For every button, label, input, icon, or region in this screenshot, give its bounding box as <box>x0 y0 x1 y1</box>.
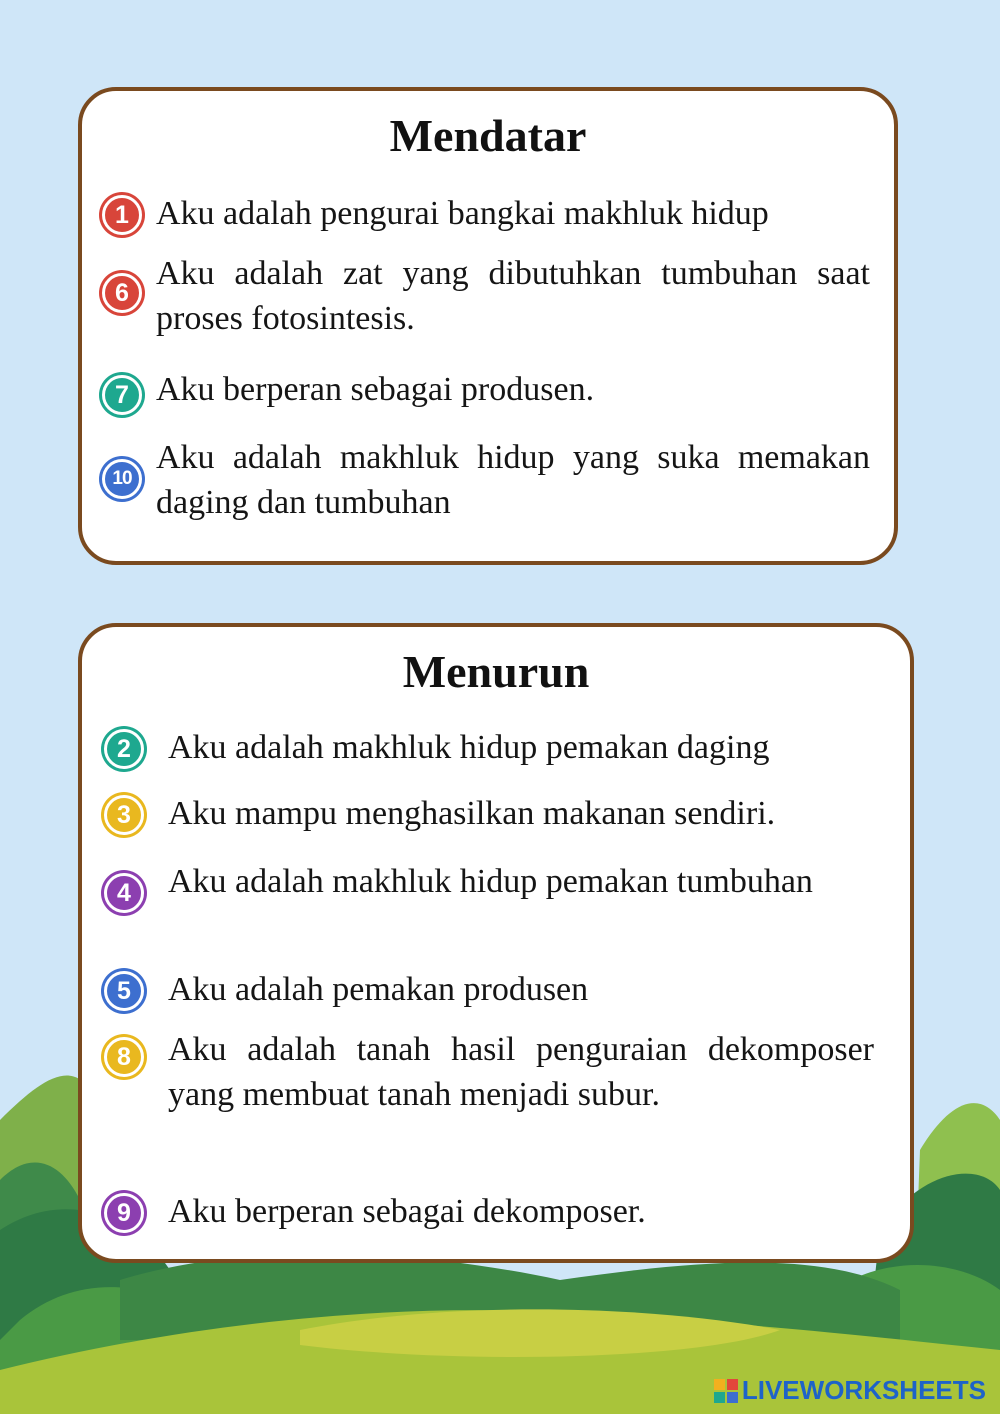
number-badge-icon: 1 <box>102 195 142 235</box>
clue-item <box>104 1027 874 1117</box>
clue-item <box>102 191 884 236</box>
clue-text: Aku adalah zat yang dibutuhkan tumbuhan saat proses fotosintesis. <box>156 255 870 337</box>
number-badge-icon: 2 <box>104 729 144 769</box>
clue-item <box>104 859 882 913</box>
clue-text: Aku berperan sebagai produsen. <box>156 371 595 408</box>
number-badge-icon: 4 <box>104 873 144 913</box>
clue-item <box>104 791 882 836</box>
number-badge-icon: 10 <box>102 459 142 499</box>
clue-text: Aku mampu menghasilkan makanan sendiri. <box>168 795 776 832</box>
number-badge-icon: 6 <box>102 273 142 313</box>
menurun-clue-card <box>78 623 914 1263</box>
liveworksheets-logo-text: LIVEWORKSHEETS <box>741 1375 986 1405</box>
clue-text: Aku adalah pemakan produsen <box>168 971 589 1008</box>
clue-text: Aku adalah makhluk hidup pemakan daging <box>168 729 770 766</box>
mendatar-title: Mendatar <box>389 110 587 161</box>
clue-item <box>104 1189 882 1234</box>
clue-text: Aku adalah makhluk hidup pemakan tumbuhan <box>168 863 813 900</box>
clue-text: Aku adalah makhluk hidup yang suka memakan daging dan tumbuhan <box>156 439 870 521</box>
liveworksheets-logo[interactable] <box>714 1375 986 1406</box>
clue-text: Aku adalah pengurai bangkai makhluk hidup <box>156 195 769 232</box>
clue-item <box>102 435 870 525</box>
mendatar-clue-card <box>78 87 898 565</box>
clue-text: Aku berperan sebagai dekomposer. <box>168 1193 646 1230</box>
number-badge-icon: 9 <box>104 1193 144 1233</box>
menurun-title: Menurun <box>402 646 590 697</box>
clue-text: Aku adalah tanah hasil penguraian dekomposer yang membuat tanah menjadi subur. <box>168 1031 874 1113</box>
number-badge-icon: 7 <box>102 375 142 415</box>
number-badge-icon: 5 <box>104 971 144 1011</box>
number-badge-icon: 3 <box>104 795 144 835</box>
clue-item <box>104 967 882 1012</box>
number-badge-icon: 8 <box>104 1037 144 1077</box>
liveworksheets-logo-icon <box>714 1379 738 1403</box>
clue-item <box>102 367 870 415</box>
clue-item <box>104 725 882 770</box>
clue-item <box>102 251 870 341</box>
